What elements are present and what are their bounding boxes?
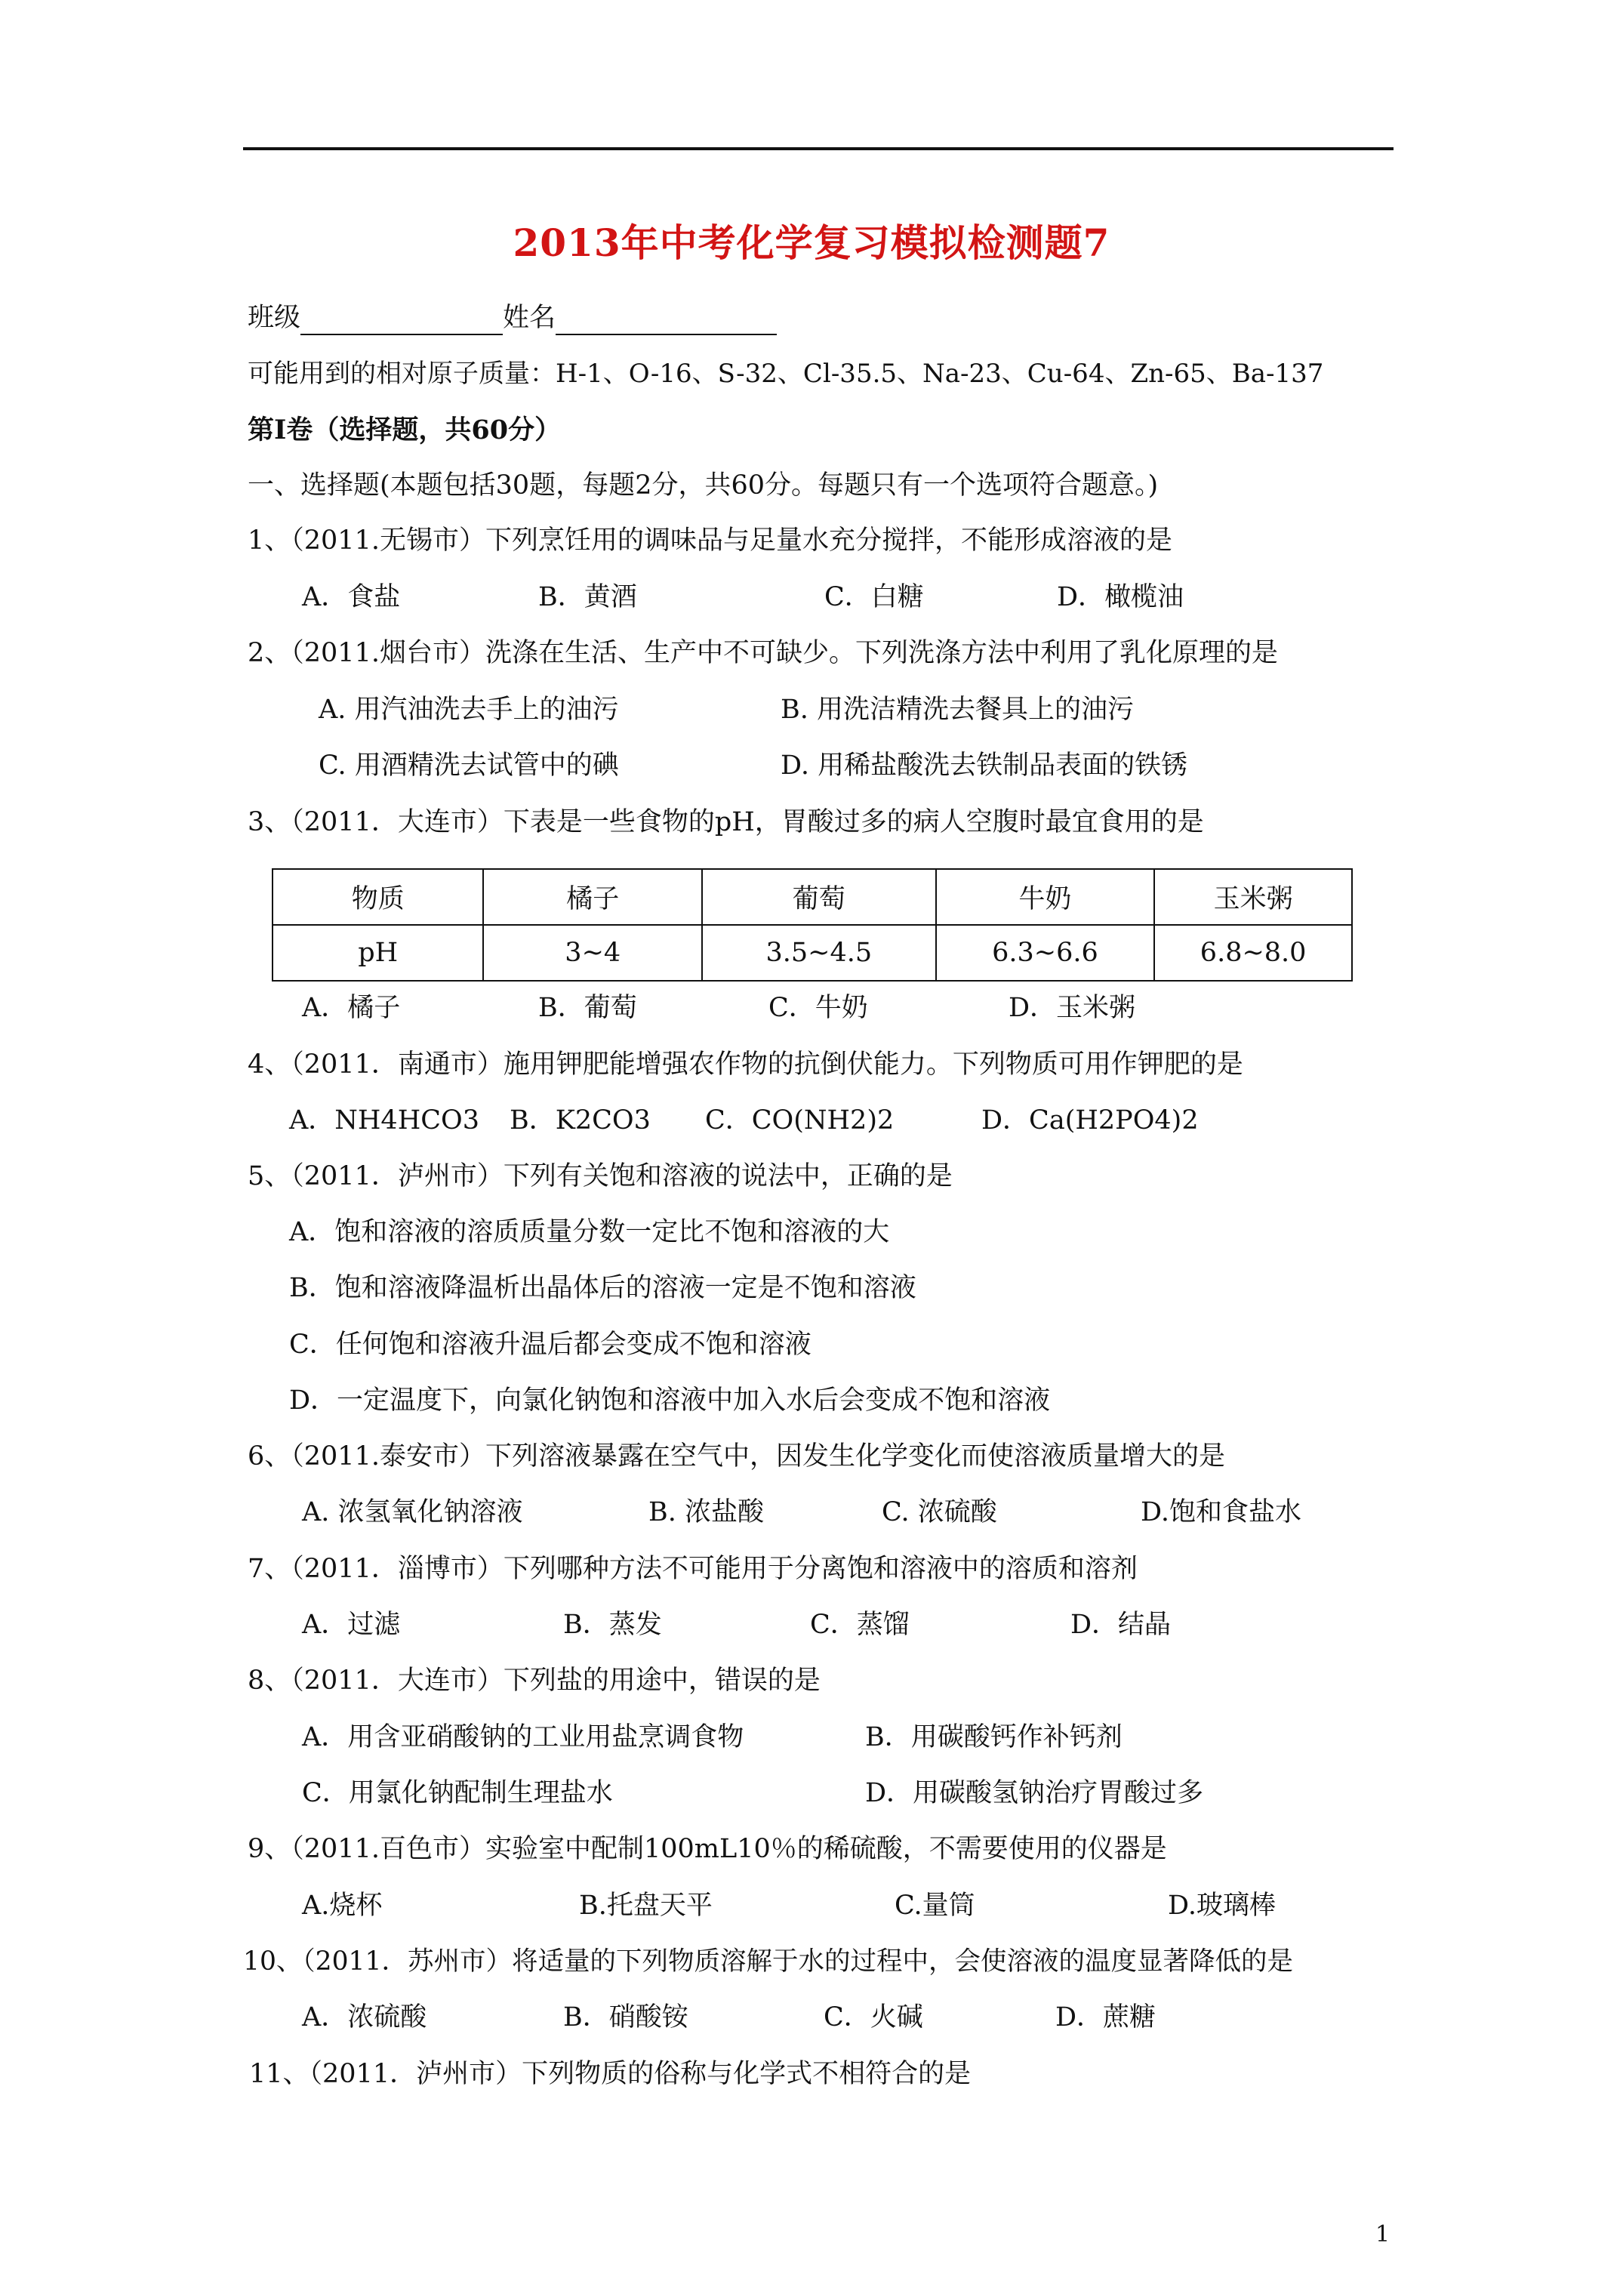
option-c[interactable]: C．用氯化钠配制生理盐水 bbox=[302, 1778, 613, 1808]
ph-table bbox=[272, 868, 1353, 982]
option-a[interactable]: A．浓硫酸 bbox=[302, 2002, 427, 2032]
option-c[interactable]: C．蒸馏 bbox=[810, 1610, 910, 1640]
option-a[interactable]: A．橘子 bbox=[302, 993, 401, 1023]
question-stem: 6、（2011.泰安市）下列溶液暴露在空气中，因发生化学变化而使溶液质量增大的是 bbox=[248, 1441, 1225, 1472]
option-d[interactable]: D.饱和食盐水 bbox=[1141, 1497, 1301, 1527]
table-header-row bbox=[273, 869, 1352, 925]
question-stem: 1、（2011.无锡市）下列烹饪用的调味品与足量水充分搅拌，不能形成溶液的是 bbox=[248, 525, 1172, 556]
option-b[interactable]: B．饱和溶液降温析出晶体后的溶液一定是不饱和溶液 bbox=[289, 1273, 916, 1303]
volume-heading: 第Ⅰ卷（选择题，共60分） bbox=[248, 415, 562, 445]
option-b[interactable]: B．K2CO3 bbox=[510, 1105, 651, 1136]
option-c[interactable]: C.量筒 bbox=[895, 1891, 975, 1921]
option-d[interactable]: D.玻璃棒 bbox=[1168, 1891, 1276, 1921]
option-d[interactable]: D．玉米粥 bbox=[1009, 993, 1136, 1023]
option-a[interactable]: A．饱和溶液的溶质质量分数一定比不饱和溶液的大 bbox=[289, 1217, 890, 1247]
header-rule bbox=[243, 147, 1394, 150]
option-c[interactable]: C．任何饱和溶液升温后都会变成不饱和溶液 bbox=[289, 1330, 812, 1360]
option-a[interactable]: A．过滤 bbox=[302, 1610, 401, 1640]
question-stem: 11、（2011．泸州市）下列物质的俗称与化学式不相符合的是 bbox=[249, 2059, 972, 2089]
option-a[interactable]: A. 用汽油洗去手上的油污 bbox=[319, 695, 619, 725]
option-a[interactable]: A．食盐 bbox=[302, 582, 401, 612]
option-c[interactable]: C．CO(NH2)2 bbox=[705, 1105, 895, 1136]
question-stem: 10、（2011．苏州市）将适量的下列物质溶解于水的过程中，会使溶液的温度显著降低的是 bbox=[243, 1946, 1293, 1977]
atomic-mass-line: 可能用到的相对原子质量：H-1、O-16、S-32、Cl-35.5、Na-23、Cu-64、Zn-65、Ba-137 bbox=[248, 359, 1324, 389]
table-cell: pH bbox=[273, 925, 483, 981]
option-a[interactable]: A.烧杯 bbox=[302, 1891, 383, 1921]
question-stem: 2、（2011.烟台市）洗涤在生活、生产中不可缺少。下列洗涤方法中利用了乳化原理的是 bbox=[248, 638, 1278, 668]
option-a[interactable]: A．NH4HCO3 bbox=[289, 1105, 479, 1136]
table-cell: 3~4 bbox=[483, 925, 702, 981]
option-d[interactable]: D．结晶 bbox=[1070, 1610, 1172, 1640]
option-b[interactable]: B. 用洗洁精洗去餐具上的油污 bbox=[781, 695, 1134, 725]
page-number: 1 bbox=[1375, 2221, 1390, 2248]
table-row bbox=[273, 925, 1352, 981]
class-label: 班级 bbox=[248, 303, 301, 333]
question-stem: 4、（2011．南通市）施用钾肥能增强农作物的抗倒伏能力。下列物质可用作钾肥的是 bbox=[248, 1049, 1243, 1080]
option-c[interactable]: C. 浓硫酸 bbox=[882, 1497, 997, 1527]
question-stem: 9、（2011.百色市）实验室中配制100mL10％的稀硫酸，不需要使用的仪器是 bbox=[248, 1834, 1167, 1864]
option-b[interactable]: B．蒸发 bbox=[563, 1610, 662, 1640]
class-field[interactable] bbox=[300, 305, 503, 335]
question-stem: 7、（2011．淄博市）下列哪种方法不可能用于分离饱和溶液中的溶质和溶剂 bbox=[248, 1554, 1138, 1584]
option-d[interactable]: D．用碳酸氢钠治疗胃酸过多 bbox=[865, 1778, 1204, 1808]
page-title: 2013年中考化学复习模拟检测题7 bbox=[513, 220, 1110, 265]
table-cell: 3.5~4.5 bbox=[702, 925, 936, 981]
option-c[interactable]: C．火碱 bbox=[824, 2002, 923, 2032]
option-c[interactable]: C. 用酒精洗去试管中的碘 bbox=[319, 750, 619, 781]
option-d[interactable]: D．一定温度下，向氯化钠饱和溶液中加入水后会变成不饱和溶液 bbox=[289, 1385, 1051, 1416]
option-b[interactable]: B．葡萄 bbox=[538, 993, 637, 1023]
option-d[interactable]: D．橄榄油 bbox=[1057, 582, 1184, 612]
name-field[interactable] bbox=[556, 305, 777, 335]
question-stem: 5、（2011．泸州市）下列有关饱和溶液的说法中，正确的是 bbox=[248, 1161, 953, 1191]
question-stem: 8、（2011．大连市）下列盐的用途中，错误的是 bbox=[248, 1666, 821, 1696]
table-cell: 物质 bbox=[273, 869, 483, 925]
option-c[interactable]: C．白糖 bbox=[824, 582, 924, 612]
option-a[interactable]: A．用含亚硝酸钠的工业用盐烹调食物 bbox=[302, 1722, 744, 1752]
option-b[interactable]: B. 浓盐酸 bbox=[648, 1497, 764, 1527]
option-b[interactable]: B．用碳酸钙作补钙剂 bbox=[865, 1722, 1123, 1752]
option-b[interactable]: B．黄酒 bbox=[538, 582, 637, 612]
table-cell: 橘子 bbox=[483, 869, 702, 925]
section-instruction: 一、选择题(本题包括30题，每题2分，共60分。每题只有一个选项符合题意。) bbox=[248, 470, 1159, 501]
name-label: 姓名 bbox=[503, 303, 556, 333]
table-cell: 6.8~8.0 bbox=[1154, 925, 1352, 981]
student-info-line bbox=[248, 300, 777, 335]
option-b[interactable]: B.托盘天平 bbox=[579, 1891, 713, 1921]
table-cell: 玉米粥 bbox=[1154, 869, 1352, 925]
table-cell: 6.3~6.6 bbox=[936, 925, 1155, 981]
table-cell: 葡萄 bbox=[702, 869, 936, 925]
option-d[interactable]: D. 用稀盐酸洗去铁制品表面的铁锈 bbox=[781, 750, 1188, 781]
option-d[interactable]: D．Ca(H2PO4)2 bbox=[981, 1105, 1199, 1136]
table-cell: 牛奶 bbox=[936, 869, 1155, 925]
question-stem: 3、（2011．大连市）下表是一些食物的pH，胃酸过多的病人空腹时最宜食用的是 bbox=[248, 807, 1204, 837]
option-b[interactable]: B．硝酸铵 bbox=[563, 2002, 688, 2032]
option-c[interactable]: C．牛奶 bbox=[768, 993, 868, 1023]
option-d[interactable]: D．蔗糖 bbox=[1055, 2002, 1156, 2032]
option-a[interactable]: A. 浓氢氧化钠溶液 bbox=[302, 1497, 523, 1527]
